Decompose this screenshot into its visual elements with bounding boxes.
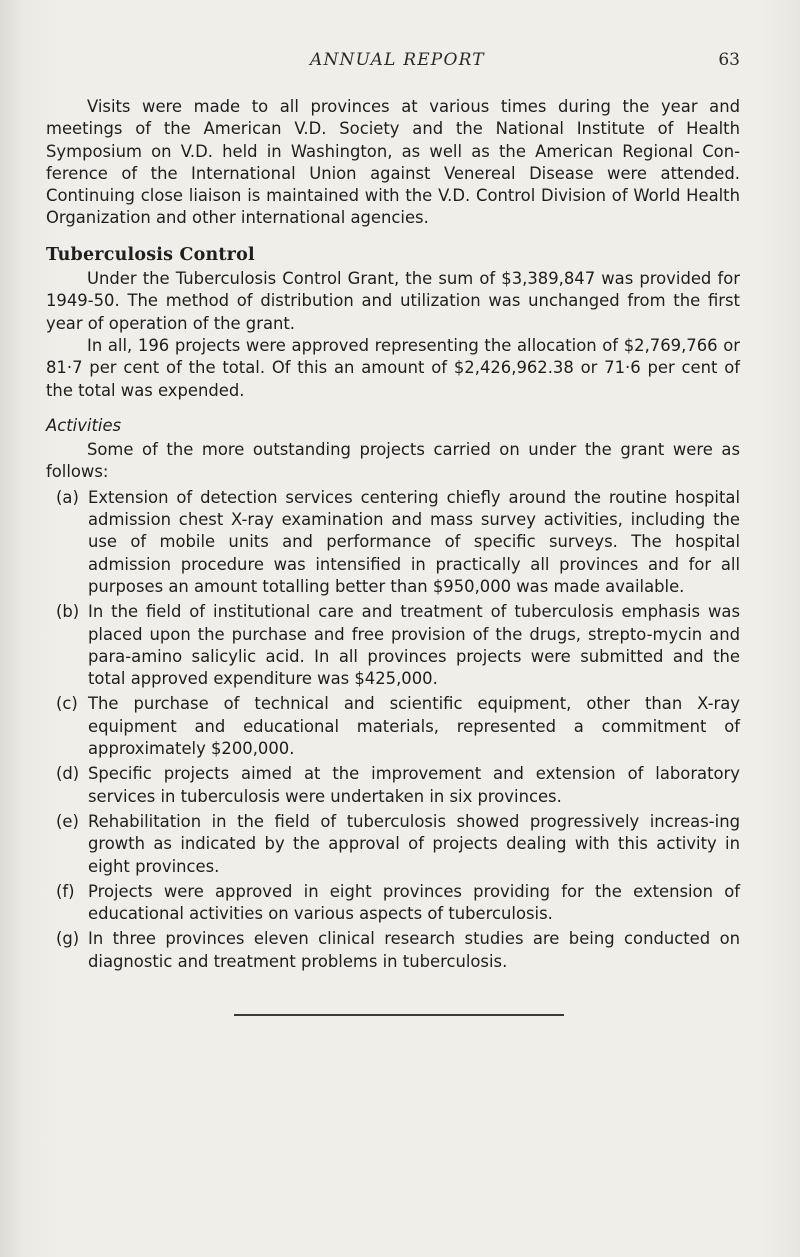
list-item-a bbox=[46, 487, 740, 598]
list-item-text: Specific projects aimed at the improvement and extension of laboratory services in tuberculosis were undertaken in six provinces. bbox=[88, 764, 740, 806]
list-item-label: (d) bbox=[56, 764, 80, 784]
list-item-e bbox=[46, 811, 740, 878]
list-item-label: (g) bbox=[56, 929, 80, 949]
list-item-label: (e) bbox=[56, 811, 79, 831]
list-item-label: (f) bbox=[56, 881, 75, 901]
list-item-label: (b) bbox=[56, 602, 80, 622]
section-heading-tuberculosis: Tuberculosis Control bbox=[46, 244, 255, 265]
running-head: ANNUAL REPORT bbox=[310, 50, 485, 70]
list-item-c bbox=[46, 693, 740, 760]
list-item-text: In the field of institutional care and treatment of tuberculosis emphasis was placed upon the purchase and free provision of the drugs, strepto-mycin and para-amino salicylic acid. In all provinces projects were submitted and the total approved expenditure was $425,000. bbox=[88, 602, 740, 689]
page-body bbox=[46, 96, 740, 973]
list-item-label: (c) bbox=[56, 694, 78, 714]
intro-paragraph: Visits were made to all provinces at various times during the year and meetings of the American V.D. Society and the National Institute of Health Symposium on V.D. held in Washington, as well as the American Regional Con-ference of the International Union against Venereal Disease were attended. Continuing close liaison is maintained with the V.D. Control Division of World Health Organization and other international agencies. bbox=[46, 97, 740, 228]
list-item-text: Extension of detection services centering chiefly around the routine hospital admission chest X-ray examination and mass survey activities, including the use of mobile units and performance of specific surveys. The hospital admission procedure was intensified in practically all provinces and for all purposes an amount totalling better than $950,000 was made available. bbox=[88, 487, 740, 596]
list-item-text: Rehabilitation in the field of tuberculosis showed progressively increas-ing growth as indicated by the approval of projects dealing with this activity in eight provinces. bbox=[88, 811, 740, 876]
list-item-d bbox=[46, 763, 740, 808]
tuberculosis-paragraph-1: Under the Tuberculosis Control Grant, the sum of $3,389,847 was provided for 1949-50. The method of distribution and utilization was unchanged from the first year of operation of the grant. bbox=[46, 269, 740, 333]
list-item-text: The purchase of technical and scientific equipment, other than X-ray equipment and educational materials, represented a commitment of approximately $200,000. bbox=[88, 694, 740, 759]
list-item-f bbox=[46, 881, 740, 926]
end-rule bbox=[234, 1014, 564, 1016]
list-item-text: Projects were approved in eight provinces providing for the extension of educational activities on various aspects of tuberculosis. bbox=[88, 881, 740, 924]
page-number: 63 bbox=[718, 50, 740, 70]
tuberculosis-paragraph-2: In all, 196 projects were approved representing the allocation of $2,769,766 or 81·7 per cent of the total. Of this an amount of $2,426,962.38 or 71·6 per cent of the total was expended. bbox=[46, 335, 740, 400]
list-item-g bbox=[46, 928, 740, 973]
page-header bbox=[0, 50, 800, 76]
list-item-label: (a) bbox=[56, 487, 79, 507]
subsection-heading-activities: Activities bbox=[46, 415, 122, 435]
activities-intro: Some of the more outstanding projects carried on under the grant were as follows: bbox=[46, 440, 740, 482]
list-item-b bbox=[46, 601, 740, 690]
list-item-text: In three provinces eleven clinical research studies are being conducted on diagnostic and treatment problems in tuberculosis. bbox=[88, 929, 740, 971]
